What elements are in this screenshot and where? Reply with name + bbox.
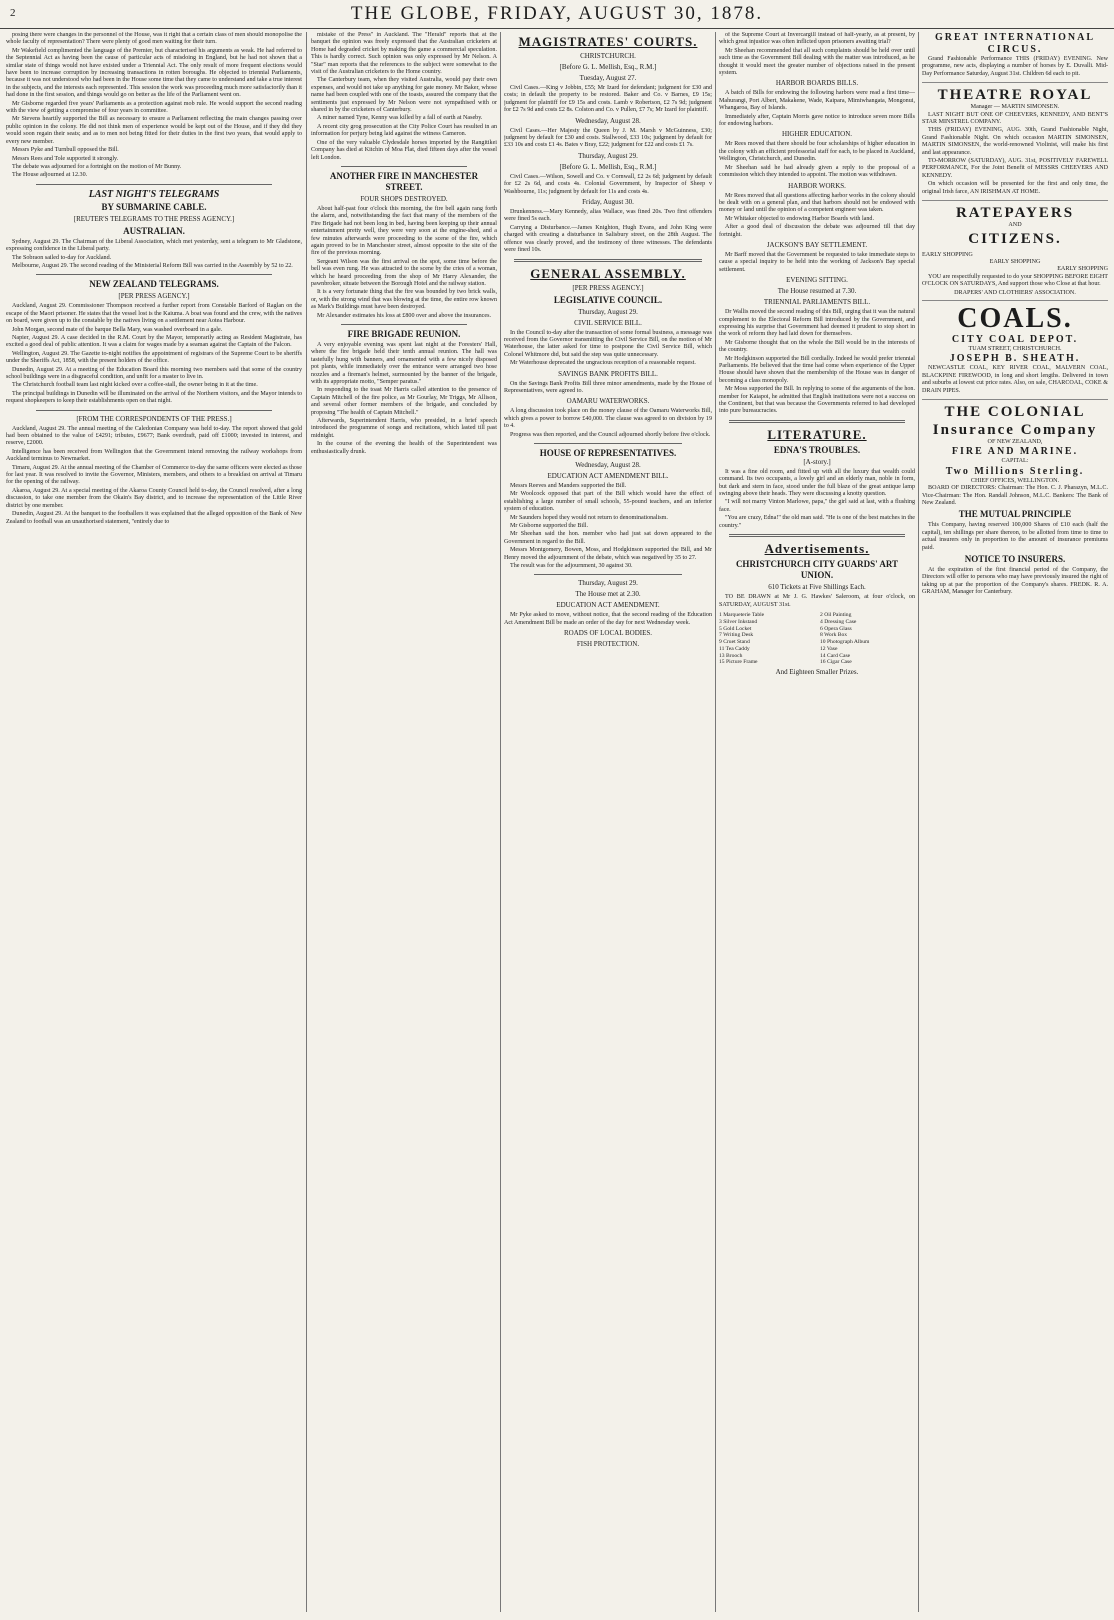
article-paragraph: A recent city grog prosecution at the City Police Court has resulted in an information for perjury being laid against the witness Cameron. <box>311 123 497 138</box>
article-paragraph: The House adjourned at 12.30. <box>12 172 88 179</box>
article-paragraph: Mr Gisborne supported the Bill. <box>510 523 589 529</box>
ad-coals <box>922 304 1108 400</box>
subheading-roads: ROADS OF LOCAL BODIES. <box>563 629 653 638</box>
article-paragraph: The Christchurch football team last night kicked over a coffee-stall, the owner being in it at the time. <box>12 382 258 389</box>
prize-item: 15 Picture Frame <box>719 659 758 666</box>
ad-paragraph: On which occasion will be presented for the first and only time, the original Irish farce, AN IRISHMAN AT HOME. <box>922 181 1108 195</box>
ad-circus <box>922 32 1108 83</box>
article-paragraph: Dunedin, August 29. At a meeting of the Education Board this morning two members said that some of the country school buildings were in a disgraceful condition, and unfit for a master to live in. <box>6 366 302 380</box>
prize-item: 1 Marqueterie Table <box>719 611 765 618</box>
subheading-harbor-works: HARBOR WORKS. <box>788 181 846 190</box>
subheading-triennial: TRIENNIAL PARLIAMENTS BILL. <box>763 298 871 307</box>
section-heading-telegrams: LAST NIGHT'S TELEGRAMS <box>88 188 220 200</box>
article-paragraph: Progress was then reported, and the Council adjourned shortly before five o'clock. <box>510 431 711 438</box>
ad-coal-merchant: JOSEPH B. SHEATH. <box>949 353 1081 365</box>
ad-notice-heading: NOTICE TO INSURERS. <box>964 554 1066 565</box>
ad-colonial-insurance <box>922 403 1108 597</box>
ad-theatre <box>922 86 1108 201</box>
article-paragraph: John Morgan, second mate of the barque Bella Mary, was washed overboard in a gale. <box>12 326 223 333</box>
subheading-shops-destroyed: FOUR SHOPS DESTROYED. <box>360 194 448 203</box>
court-date: Tuesday, August 27. <box>579 74 637 82</box>
article-paragraph: Auckland, August 29. Commissioner Thompson received a further report from Constable Barford of Raglan on the escape of the Maori prisoner. He states that the vessel lost is the Kaiuma. A boat was found and the crew, with the natives on board, were given up to the constable by the natives living on a settlement near Aotea Harbour. <box>6 303 302 325</box>
ad-city-guards: CHRISTCHURCH CITY GUARDS' ART UNION. <box>735 559 899 581</box>
article-paragraph: It is a very fortunate thing that the fire was bounded by two brick walls, or, with the strong wind that was blowing at the time, the entire row known as Mark's Buildings must have been destroyed. <box>311 289 497 311</box>
article-paragraph: Messrs Reeves and Manders supported the Bill. <box>510 482 627 489</box>
ad-colonial-title: THE COLONIAL <box>944 403 1086 420</box>
house-date: Wednesday, August 28. <box>575 460 641 469</box>
ad-paragraph: Grand Fashionable Performance THIS (FRIDAY) EVENING. New programme, new acts, displaying a number of horses by E. Duvalli. Mid-Day Performance Saturday, August 31st. Children 6d each to pit. <box>922 56 1108 77</box>
subheading-evening-sitting: EVENING SITTING. <box>786 276 848 285</box>
article-paragraph: The Canterbury team, when they visited Australia, would pay their own expenses, and would not take up anything for gate money. Mr Baker, whose name had been coupled with one of the toasts, assured the company that the sentiments just expressed by Mr Nelson were not sympathised with or shared in by the cricketers of Canterbury. <box>311 77 497 114</box>
prize-item: 6 Opera Glass <box>820 625 852 632</box>
article-paragraph: A miner named Tyne, Kenny was killed by a fall of earth at Naseby. <box>317 115 483 122</box>
divider <box>534 574 682 575</box>
article-paragraph: A very enjoyable evening was spent last night at the Foresters' Hall, where the fire brigade held their tenth annual reunion. The hall was tastefully hung with banners, and ornamented with a few nicely disposed pot plants, while immediately over the entrance were arranged two hose nozzles and a fireman's helmet, surmounted by the banner of the brigade, with its appropriate motto, "Semper paratus." <box>311 342 497 386</box>
court-date: Friday, August 30. <box>582 198 634 207</box>
article-paragraph: A long discussion took place on the money clause of the Oamaru Waterworks Bill, which gives a power to borrow £40,000. The clause was agreed to on division by 19 to 4. <box>504 408 712 430</box>
divider <box>36 274 272 275</box>
article-paragraph: Civil Cases.—Her Majesty the Queen by J. M. Marsh v McGuinness, £30; judgment by default for £30 and costs. Stallwood, £33 10s; judgment by default for £33 10s and costs £1 4s. Bates v Bray, £22; judgment for £22 and costs £1 7s. <box>504 127 712 149</box>
article-paragraph: About half-past four o'clock this morning, the fire bell again rang forth the alarm, and, notwithstanding the fact that many of the members of the Fire Brigade had not been long in bed, having been keeping up their annual entertainment pretty well, they were very soon at the engine-shed, and a few minutes afterwards were proceeding to the scene of the fire, which again proved to be in Manchester street, almost opposite to the site of the fire of the previous morning. <box>311 205 497 257</box>
heading-magistrates-courts: MAGISTRATES' COURTS. <box>518 34 698 49</box>
article-paragraph: The debate was adjourned for a fortnight on the motion of Mr Bunny. <box>12 163 182 170</box>
article-paragraph: posing there were changes in the personnel of the House, was it right that a certain class of men should monopolise the whole faculty of representation? There were plenty of good men waiting for their turn. <box>6 32 302 46</box>
article-paragraph: On the Savings Bank Profits Bill three minor amendments, made by the House of Representatives, were agreed to. <box>504 380 712 394</box>
column-rule <box>715 32 716 1612</box>
agency-note: [REUTER'S TELEGRAMS TO THE PRESS AGENCY.] <box>73 214 235 223</box>
article-paragraph: Mr Sheehan recommended that all such complaints should be held over until such time as the Government Bill dealing with the matter was introduced, as he thought it would meet the greater number of objections raised in the present system. <box>719 47 915 77</box>
ad-paragraph: YOU are respectfully requested to do your SHOPPING BEFORE EIGHT O'CLOCK ON SATURDAYS, And support those who Close at that hour. <box>922 273 1108 288</box>
article-paragraph: Mr Rees moved that there should be four scholarships of higher education in the colony with an efficient professorial staff for each, to be placed in Auckland, Wellington, Christchurch, and Dunedin. <box>719 141 915 163</box>
article-paragraph: Timaru, August 29. At the annual meeting of the Chamber of Commerce to-day the same officers were elected as those for last year. It was resolved to invite the Governor, Ministers, members, and others to a breakfast on arrival at Timaru for the opening of the railway. <box>6 464 302 486</box>
divider <box>729 534 905 537</box>
heading-manchester-fire: ANOTHER FIRE IN MANCHESTER STREET. <box>329 170 479 192</box>
ad-fire-marine: FIRE AND MARINE. <box>951 446 1079 458</box>
subheading-civil-service: CIVIL SERVICE BILL. <box>574 318 642 327</box>
article-paragraph: The principal buildings in Dunedin will be illuminated on the arrival of the Northern visitors, and the Mayor intends to request shopkeepers to keep their establishments open on that night. <box>6 390 302 405</box>
article-paragraph: After a good deal of discussion the debate was adjourned till that day fortnight. <box>719 224 915 238</box>
article-paragraph: Mr Sheehan said the hon. member who had just sat down appeared to the Government in regard to the Bill. <box>504 531 712 545</box>
subheading-savings-bank: SAVINGS BANK PROFITS BILL. <box>558 369 658 378</box>
article-paragraph: Carrying a Disturbance.—James Knighton, Hugh Evans, and John King were charged with creating a disturbance in Salisbury street, on the 28th August. The offence was clearly proved, and the testimony of three witnesses. The defendants were fined 10s. <box>504 224 712 254</box>
ad-coal-depot: CITY COAL DEPOT. <box>951 333 1079 345</box>
divider <box>729 420 905 423</box>
article-paragraph: Mr Pyke asked to move, without notice, that the second reading of the Education Act Amendment Bill be made an order of the day for next Wednesday week. <box>504 612 712 626</box>
prize-item: 2 Oil Painting <box>820 611 852 618</box>
ad-paragraph: THIS (FRIDAY) EVENING, AUG. 30th, Grand Fashionable Night, Grand Fashionable Night. On which occasion MARTIN SIMONSEN, MARTIN SIMONSEN, the world-renowned Violinist, will make his first and last appearance. <box>922 127 1108 156</box>
article-paragraph: Mr Stevens heartily supported the Bill as necessary to ensure a Parliament reflecting the main changes passing over public opinion in the colony. He did not think men of experience would be kept out of the House, and if they did they would soon regain their seats; and as to men not being fitted for their duties in the first two years, that would apply to every new member. <box>6 116 302 145</box>
article-paragraph: Sydney, August 29. The Chairman of the Liberal Association, which met yesterday, sent a telegram to Mr Gladstone, expressing confidence in the Liberal party. <box>6 238 302 253</box>
article-paragraph: In responding to the toast Mr Harris called attention to the presence of Captain Mitchell of the fire police, as Mr Gourlay, Mr Triggs, Mr Allison, and several other former members of the brigade, and concluded by proposing "The health of Captain Mitchell." <box>311 387 497 416</box>
ad-coal-depot-address: TUAM STREET, CHRISTCHURCH. <box>968 345 1062 352</box>
column-4 <box>719 32 915 1612</box>
article-paragraph: Intelligence has been received from Wellington that the Government intend removing the railway workshops from Auckland terminus to Newmarket. <box>6 448 302 463</box>
article-paragraph: In the course of the evening the health of the Superintendent was enthusiastically drunk. <box>311 441 497 455</box>
prize-item: 14 Card Case <box>820 652 851 659</box>
article-paragraph: Mr Alexander estimates his loss at £800 over and above the insurances. <box>317 312 491 319</box>
ad-drapers-association: DRAPERS' AND CLOTHIERS' ASSOCIATION. <box>954 289 1076 296</box>
story-paragraph: "You are crazy, Edna!" the old man said. "He is one of the best matches in the country." <box>719 515 915 529</box>
article-paragraph: Civil Cases.—King v Jobbin, £55; Mr Izard for defendant; judgment for £30 and costs; in default the property to be restored. Baker and Co. v Barnes, £9 15s; judgment for plaintiff for £9 15s and costs. Lamb v Robertson, £2 7s 9d; judgment for £2 7s 9d and costs £2 8s. Colston and Co. v Pullen, £7 7s; Mr Izard for plaintiff. <box>504 85 712 114</box>
house-date: Thursday, August 29. <box>578 579 638 588</box>
sitting-time: The House resumed at 7.30. <box>777 287 857 296</box>
column-rule <box>500 32 501 1612</box>
article-paragraph: Auckland, August 29. The annual meeting of the Caledonian Company was held to-day. The report showed that gold had been obtained to the value of £4291; tributes, £9677; Bank overdraft, paid off £1000; invested in interest, and reserve, £2000. <box>6 425 302 447</box>
story-note: [A-story.] <box>803 457 831 466</box>
court-before: [Before G. L. Mellish, Esq., R.M.] <box>559 162 657 171</box>
prize-item: 11 Tea Caddy <box>719 645 750 652</box>
ad-paragraph: LAST NIGHT BUT ONE OF CHEEVERS, KENNEDY, AND BENT'S STAR MINSTREL COMPANY. <box>922 111 1108 126</box>
divider <box>36 410 272 411</box>
prize-item: 5 Gold Locket <box>719 625 752 632</box>
ad-theatre-title: THEATRE ROYAL <box>937 87 1093 104</box>
prize-item: 9 Cruet Stand <box>719 639 750 646</box>
court-location: CHRISTCHURCH. <box>580 52 636 60</box>
article-paragraph: Napier, August 29. A case decided in the R.M. Court by the Mayor, temporarily acting as Resident Magistrate, has excited a good deal of public attention. It was a claim for wages made by a seaman against the Captain of the Falcon. <box>6 334 302 349</box>
article-paragraph: A batch of Bills for endowing the following harbors were read a first time—Mahurangi, Port Albert, Makakene, Wade, Kaipara, Mimiwhangata, Mongonui, Whangaroa, Bay of Islands. <box>719 90 915 112</box>
agency-note: [PER PRESS AGENCY.] <box>572 283 644 292</box>
prize-list-tail: And Eighteen Smaller Prizes. <box>775 668 859 677</box>
subheading-fish: FISH PROTECTION. <box>576 640 640 649</box>
column-rule <box>918 32 919 1612</box>
ad-paragraph: TO BE DRAWN at Mr J. G. Hawkes' Saleroom, at four o'clock, on SATURDAY, AUGUST 31st. <box>719 594 915 608</box>
newspaper-title: THE GLOBE, FRIDAY, AUGUST 30, 1878. <box>350 3 764 24</box>
prize-item: 12 Vase <box>820 645 838 652</box>
ad-ratepayers: RATEPAYERS <box>955 205 1075 222</box>
divider <box>341 324 467 325</box>
column-rule <box>306 32 307 1612</box>
ad-early-shopping-line: EARLY SHOPPING <box>922 251 973 258</box>
ad-paragraph: BOARD OF DIRECTORS: Chairman: The Hon. C. J. Pharazyn, M.L.C. Vice-Chairman: The Hon. Randall Johnson, M.L.C. Bankers: The Bank of New Zealand. <box>922 485 1108 506</box>
article-paragraph: Mr Sheehan said he had already given a reply to the proposal of a commission which they intended to appoint. The motion was withdrawn. <box>719 164 915 179</box>
article-paragraph: In the Council to-day after the transaction of some formal business, a message was received from the Governor transmitting the Civil Service Bill, on the motion of Mr Waterhouse, the latter asked for time to postpone the Civil Service Bill, which Colonel Whitmore did, but said the step was quite unnecessary. <box>504 329 712 358</box>
column-5-advertisements <box>922 32 1108 1612</box>
article-paragraph: Civil Cases.—Wilson, Sowell and Co. v Cornwall, £2 2s 6d; judgment by default for £2 2s 6d, and costs 4s. Colonial Government, by Inspector of Sheep v Washbourne, 11s; judgment by default for 11s and costs 4s. <box>504 173 712 195</box>
court-date: Thursday, August 29. <box>578 151 638 160</box>
article-paragraph: Sergeant Wilson was the first arrival on the spot, some time before the bell was even rung. He was attracted to the scene by the cries of a woman, which he heard proceeding from the shop of Mr Harry Alexander, the pawnbroker, situate between the Borough Hotel and the railway station. <box>311 258 497 287</box>
subheading-oamaru: OAMARU WATERWORKS. <box>566 397 650 406</box>
ad-chief-offices: CHIEF OFFICES, WELLINGTON. <box>970 477 1060 484</box>
ad-paragraph: At the expiration of the first financial period of the Company, the Directors will offer to persons who may have previously insured the right of taking up at par the proportion of the Company's shares. FREDK. R. A. GRAHAM, Manager for Canterbury. <box>922 567 1108 596</box>
court-before: [Before G. L. Mellish, Esq., R.M.] <box>559 63 657 71</box>
article-paragraph: mistake of the Press" in Auckland. The "Herald" reports that at the banquet the opinion was freely expressed that the Australian cricketers at Home had degraded cricket by making the game a commercial speculation. This is hardly correct. Such opinion was only expressed by Mr Nelson. A "Star" man reports that the references to the subject were somewhat to the visit of the Australian cricketers to the Home country. <box>311 32 497 76</box>
article-paragraph: Mr Barff moved that the Government be requested to take immediate steps to cause a special inquiry to be held into the working of Jackson's Bay special settlement. <box>719 251 915 273</box>
masthead <box>0 0 1114 29</box>
ad-capital-amount: Two Millions Sterling. <box>945 465 1085 477</box>
prize-item: 3 Silver Inkstand <box>719 618 758 625</box>
court-date: Wednesday, August 28. <box>575 116 641 125</box>
article-paragraph: The result was for the adjournment, 30 against 30. <box>510 563 633 570</box>
subheading-higher-education: HIGHER EDUCATION. <box>782 130 852 139</box>
ad-insurance-title: Insurance Company <box>932 421 1098 438</box>
ad-early-shopping-line: EARLY SHOPPING <box>1057 266 1108 273</box>
heading-general-assembly: GENERAL ASSEMBLY. <box>530 265 686 281</box>
prize-item: 8 Work Box <box>820 632 848 639</box>
prize-list <box>719 612 915 666</box>
ad-of-nz: OF NEW ZEALAND, <box>987 438 1043 445</box>
article-paragraph: Messrs Montgomery, Bowen, Moss, and Hodgkinson supported the Bill, and Mr Henry moved the adjournment of the debate, which was negatived by 35 to 27. <box>504 547 712 561</box>
agency-note: [FROM THE CORRESPONDENTS OF THE PRESS.] <box>76 414 232 423</box>
heading-legislative-council: LEGISLATIVE COUNCIL. <box>553 294 663 305</box>
column-2 <box>311 32 497 1612</box>
story-title: EDNA'S TROUBLES. <box>773 444 861 455</box>
article-paragraph: Mr Woolcock opposed that part of the Bill which would have the effect of establishing a large number of small schools, 55-pound teachers, and an inferior system of education. <box>504 491 712 513</box>
ad-and: AND <box>1008 222 1022 229</box>
prize-item: 7 Writing Desk <box>719 632 754 639</box>
prize-item: 4 Dressing Case <box>820 618 857 625</box>
subheading-cable: BY SUBMARINE CABLE. <box>101 201 207 212</box>
subheading-nz-telegrams: NEW ZEALAND TELEGRAMS. <box>89 279 219 290</box>
subheading-harbor-boards: HARBOR BOARDS BILLS. <box>775 79 859 88</box>
article-paragraph: Dunedin, August 29. At the banquet to the footballers it was explained that the alleged opposition of the Bank of New Zealand to football was an unauthorised statement, "entirely due to <box>6 511 302 525</box>
article-paragraph: Mr Rees moved that all questions affecting harbor works in the colony should be dealt with on a general plan, and that harbors should not be endowed with money or land until the opinion of a competent engineer was taken. <box>719 192 915 214</box>
divider <box>514 259 702 262</box>
subheading-jacksons-bay: JACKSON'S BAY SETTLEMENT. <box>766 240 868 249</box>
article-paragraph: Messrs Rees and Tole supported it strongly. <box>12 155 119 162</box>
heading-advertisements: Advertisements. <box>764 541 870 557</box>
house-time: The House met at 2.30. <box>575 590 641 599</box>
article-paragraph: Dr Wallis moved the second reading of this Bill, urging that it was the natural complement to the Electoral Reform Bill introduced by the Government, and expressing his surprise that Government had deemed it prudent to stop short in the work of reform they had laid down for themselves. <box>719 309 915 338</box>
article-paragraph: Afterwards, Superintendent Harris, who presided, in a brief speech introduced the programme of songs and recitations, which lasted till past midnight. <box>311 418 497 439</box>
ad-circus-title: GREAT INTERNATIONAL CIRCUS. <box>935 32 1095 55</box>
article-paragraph: Akaroa, August 29. At a special meeting of the Akaroa County Council held to-day, the Council resolved, after a long discussion, to take one member from the Okain's Bay district, and to increase the representation of the Little River district by one member. <box>6 487 302 509</box>
ad-coals-title: COALS. <box>957 302 1073 334</box>
divider <box>36 184 272 185</box>
divider <box>534 443 682 444</box>
ad-mutual-heading: THE MUTUAL PRINCIPLE <box>958 509 1072 520</box>
article-paragraph: Mr Hodgkinson supported the Bill cordially. Indeed he would prefer triennial Parliaments. He believed that the time had come when experience of the Upper House should have shown that the membership of the House was in danger of becoming a class monopoly. <box>719 355 915 384</box>
ad-capital-label: CAPITAL: <box>1001 458 1029 465</box>
article-paragraph: Immediately after, Captain Morris gave notice to introduce seven more Bills for endowing harbors. <box>719 113 915 128</box>
prize-item: 10 Photograph Album <box>820 639 870 646</box>
council-date: Thursday, August 29. <box>578 307 638 316</box>
ad-paragraph: TO-MORROW (SATURDAY), AUG. 31st, POSITIVELY FAREWELL PERFORMANCE, For the Joint Benefit of MESSRS CHEEVERS AND KENNEDY. <box>922 158 1108 179</box>
heading-fire-brigade-reunion: FIRE BRIGADE REUNION. <box>347 329 461 339</box>
article-paragraph: Drunkenness.—Mary Kennedy, alias Wallace, was fined 20s. Two first offenders were fined 5s each. <box>504 209 712 223</box>
subheading-education-bill: EDUCATION ACT AMENDMENT BILL. <box>547 471 669 480</box>
heading-literature: LITERATURE. <box>767 426 867 442</box>
column-3 <box>504 32 712 1612</box>
ad-early-shopping-line: EARLY SHOPPING <box>989 258 1041 265</box>
ad-paragraph: NEWCASTLE COAL, KEY RIVER COAL, MALVERN COAL, BLACKPINE FIREWOOD, in long and short lengths. Delivered in town and suburbs at lowest cut price rates. Also, on sale, CHARCOAL, COKE & DRAIN PIPES. <box>922 365 1108 394</box>
article-paragraph: Mr Waterhouse deprecated the ungracious reception of a reasonable request. <box>510 360 696 367</box>
article-paragraph: Wellington, August 29. The Gazette to-night notifies the appointment of registrars of the Supreme Court to be sheriffs under the Sheriffs Act, 1858, with the present holders of the office. <box>6 350 302 365</box>
ad-citizens: CITIZENS. <box>968 230 1062 247</box>
story-paragraph: "I will not marry Vinton Marlowe, papa," the girl said at last, with a flushing face. <box>719 499 915 513</box>
ad-paragraph: This Company, having reserved 100,000 Shares of £10 each (half the capital), ten shillings per share thereon, to be allotted from time to time to actual insurers only in proportion to the amount of insurance premiums paid. <box>922 522 1108 551</box>
ad-early-shopping <box>922 204 1108 301</box>
prize-item: 13 Brooch <box>719 652 743 659</box>
article-paragraph: Messrs Pyke and Turnbull opposed the Bill. <box>12 147 119 154</box>
article-paragraph: Melbourne, August 29. The second reading of the Ministerial Reform Bill was carried in the Assembly by 52 to 22. <box>12 262 293 269</box>
agency-note: [PER PRESS AGENCY.] <box>118 292 190 301</box>
article-paragraph: of the Supreme Court at Invercargill instead of half-yearly, as at present, by which great injustice was often inflicted upon prisoners awaiting trial? <box>719 32 915 46</box>
column-1 <box>6 32 302 1612</box>
article-paragraph: Mr Saunders hoped they would not return to denominationalism. <box>510 514 668 521</box>
article-paragraph: The Sobraon sailed to-day for Auckland. <box>12 254 112 261</box>
article-paragraph: Mr Gisborne thought that on the whole the Bill would be in the interests of the country. <box>719 339 915 354</box>
page-number: 2 <box>10 7 16 19</box>
ad-theatre-manager: Manager — MARTIN SIMONSEN. <box>970 104 1060 111</box>
article-paragraph: Mr Wakefield complimented the language of the Premier, but characterised his arguments as weak. He had referred to the Septennial Act as having been the cause of particular acts of misdoing in England, but he had not shown that a similar state of things would not have existed under a Triennial Act. The only result of more frequent elections would have been to increase corruption by increasing transactions in rotten boroughs. He objected to triennial Parliaments, because it was not understood who had been in the House some time that they came to understand and take a true interest in the subjects, and the interests each represented. This session the work was proceeding much more satisfactorily than it had done in the first session, and things would go on better as the life of the Parliament went on. <box>6 47 302 99</box>
prize-item: 16 Cigar Case <box>820 659 852 666</box>
divider <box>341 166 467 167</box>
article-paragraph: Mr Moss supported the Bill. In replying to some of the arguments of the hon. member for Kaiapoi, he admitted that English institutions were not a success on the Continent, but that was because the Governments referred to had developed into pure bureaucracies. <box>719 386 915 415</box>
ad-city-guards-tickets: 610 Tickets at Five Shillings Each. <box>768 583 866 592</box>
story-paragraph: It was a fine old room, and fitted up with all the luxury that wealth could command. Its two occupants, a lovely girl and an elderly man, noble in form, but dark and stern in face, stood under the full blaze of the great antique lamp swinging above their heads. They were discussing a knotty question. <box>719 468 915 498</box>
article-paragraph: One of the very valuable Clydesdale horses imported by the Rangitikei Company has died at Kitchin of Moa Flat, died fifteen days after the vessel left London. <box>311 139 497 161</box>
article-paragraph: Mr Gisborne regarded five years' Parliaments as a protection against mob rule. He would support the second reading with the view of getting a compromise of four years in committee. <box>6 100 302 115</box>
heading-house-of-representatives: HOUSE OF REPRESENTATIVES. <box>539 447 677 458</box>
article-paragraph: Mr Whitaker objected to endowing Harbor Boards with land. <box>725 215 874 222</box>
subheading-australian: AUSTRALIAN. <box>123 225 185 236</box>
subheading-education-amendment: EDUCATION ACT AMENDMENT. <box>556 601 660 610</box>
